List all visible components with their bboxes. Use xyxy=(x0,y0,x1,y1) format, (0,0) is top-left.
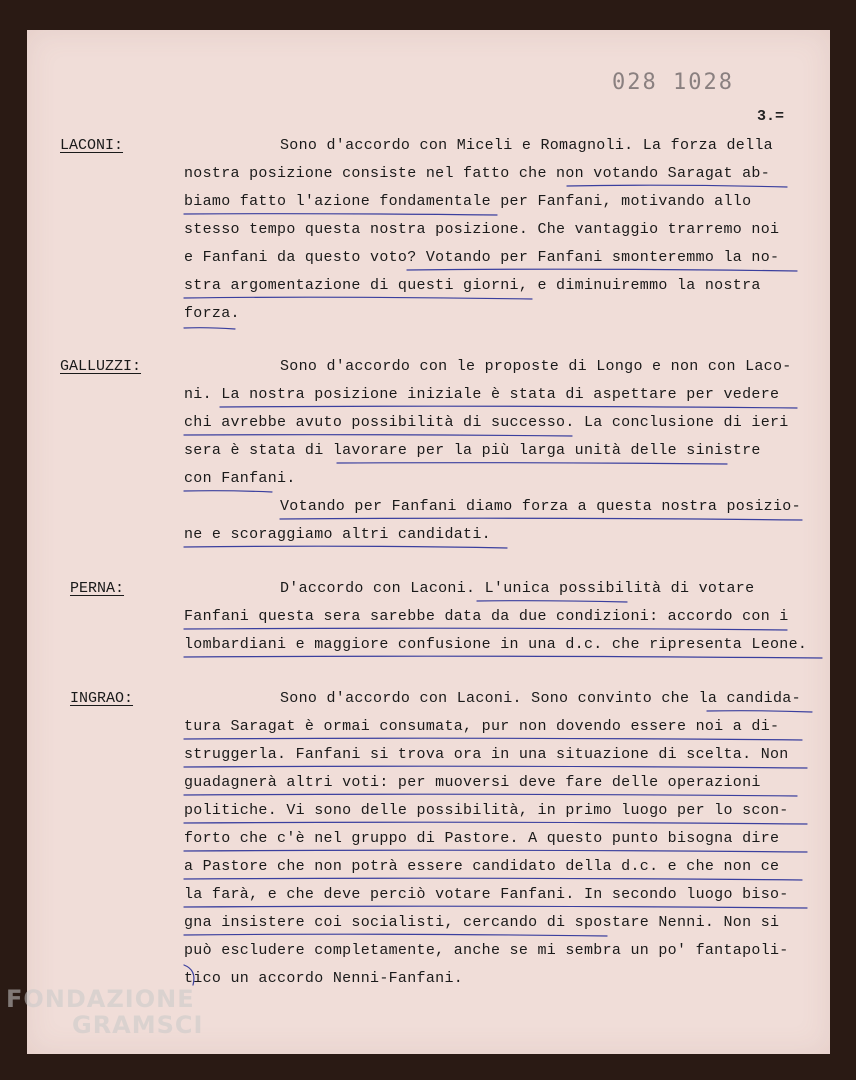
text-line: stra argomentazione di questi giorni, e diminuiremmo la nostra xyxy=(184,277,761,294)
page-number: 3.= xyxy=(757,108,785,125)
text-line: D'accordo con Laconi. L'unica possibilità di votare xyxy=(280,580,755,597)
pen-underline xyxy=(184,656,822,658)
pen-underline xyxy=(477,601,627,602)
watermark-line-2: GRAMSCI xyxy=(72,1011,204,1039)
pen-underline xyxy=(280,518,802,520)
speaker-perna: PERNA: xyxy=(70,580,125,597)
pen-underline xyxy=(184,794,797,796)
pen-underline xyxy=(184,850,807,852)
text-line: a Pastore che non potrà essere candidato della d.c. e che non ce xyxy=(184,858,780,875)
text-line: struggerla. Fanfani si trova ora in una situazione di scelta. Non xyxy=(184,746,789,763)
watermark xyxy=(6,986,203,1038)
pen-underline xyxy=(184,328,235,329)
pen-underline xyxy=(184,878,802,880)
pen-underline xyxy=(184,435,572,436)
watermark-line-1: FONDAZIONE xyxy=(6,985,195,1013)
text-line: politiche. Vi sono delle possibilità, in primo luogo per lo scon- xyxy=(184,802,789,819)
pen-underline xyxy=(184,934,607,936)
speaker-ingrao: INGRAO: xyxy=(70,690,134,707)
pen-underline xyxy=(184,738,802,740)
pen-underline xyxy=(184,491,272,492)
text-line: guadagnerà altri voti: per muoversi deve fare delle operazioni xyxy=(184,774,761,791)
document-page xyxy=(27,30,830,1054)
text-line: stesso tempo questa nostra posizione. Che vantaggio trarremo noi xyxy=(184,221,780,238)
pen-underline xyxy=(184,297,532,299)
text-line: sera è stata di lavorare per la più larga unità delle sinistre xyxy=(184,442,761,459)
text-line: nostra posizione consiste nel fatto che non votando Saragat ab- xyxy=(184,165,770,182)
text-line: lombardiani e maggiore confusione in una d.c. che ripresenta Leone. xyxy=(184,636,808,653)
text-line: ne e scoraggiamo altri candidati. xyxy=(184,526,491,543)
pen-underline xyxy=(407,269,797,271)
text-line: tico un accordo Nenni-Fanfani. xyxy=(184,970,464,987)
text-line: forto che c'è nel gruppo di Pastore. A questo punto bisogna dire xyxy=(184,830,780,847)
text-line: tura Saragat è ormai consumata, pur non dovendo essere noi a di- xyxy=(184,718,780,735)
text-line: forza. xyxy=(184,305,240,322)
text-line: gna insistere coi socialisti, cercando di spostare Nenni. Non si xyxy=(184,914,780,931)
archive-stamp: 028 1028 xyxy=(612,70,734,95)
text-line: Fanfani questa sera sarebbe data da due condizioni: accordo con i xyxy=(184,608,789,625)
speaker-galluzzi: GALLUZZI: xyxy=(60,358,142,375)
text-line: Sono d'accordo con Miceli e Romagnoli. La forza della xyxy=(280,137,773,154)
text-line: biamo fatto l'azione fondamentale per Fanfani, motivando allo xyxy=(184,193,752,210)
text-line: Votando per Fanfani diamo forza a questa nostra posizio- xyxy=(280,498,801,515)
pen-underline xyxy=(220,406,797,408)
pen-underline xyxy=(184,546,507,548)
speaker-laconi: LACONI: xyxy=(60,137,124,154)
text-line: Sono d'accordo con le proposte di Longo e non con Laco- xyxy=(280,358,792,375)
text-line: può escludere completamente, anche se mi sembra un po' fantapoli- xyxy=(184,942,789,959)
text-line: ni. La nostra posizione iniziale è stata di aspettare per vedere xyxy=(184,386,780,403)
text-line: con Fanfani. xyxy=(184,470,296,487)
pen-underline xyxy=(567,185,787,187)
text-line: Sono d'accordo con Laconi. Sono convinto che la candida- xyxy=(280,690,801,707)
text-line: e Fanfani da questo voto? Votando per Fanfani smonteremmo la no- xyxy=(184,249,780,266)
pen-underline xyxy=(707,711,812,712)
pen-underline xyxy=(184,822,807,824)
pen-underline xyxy=(184,766,807,768)
text-line: la farà, e che deve perciò votare Fanfani. In secondo luogo biso- xyxy=(184,886,789,903)
pen-underline xyxy=(184,214,497,215)
text-line: chi avrebbe avuto possibilità di successo. La conclusione di ieri xyxy=(184,414,789,431)
pen-underline xyxy=(337,463,727,464)
pen-underline xyxy=(184,628,787,630)
pen-underline xyxy=(184,906,807,908)
